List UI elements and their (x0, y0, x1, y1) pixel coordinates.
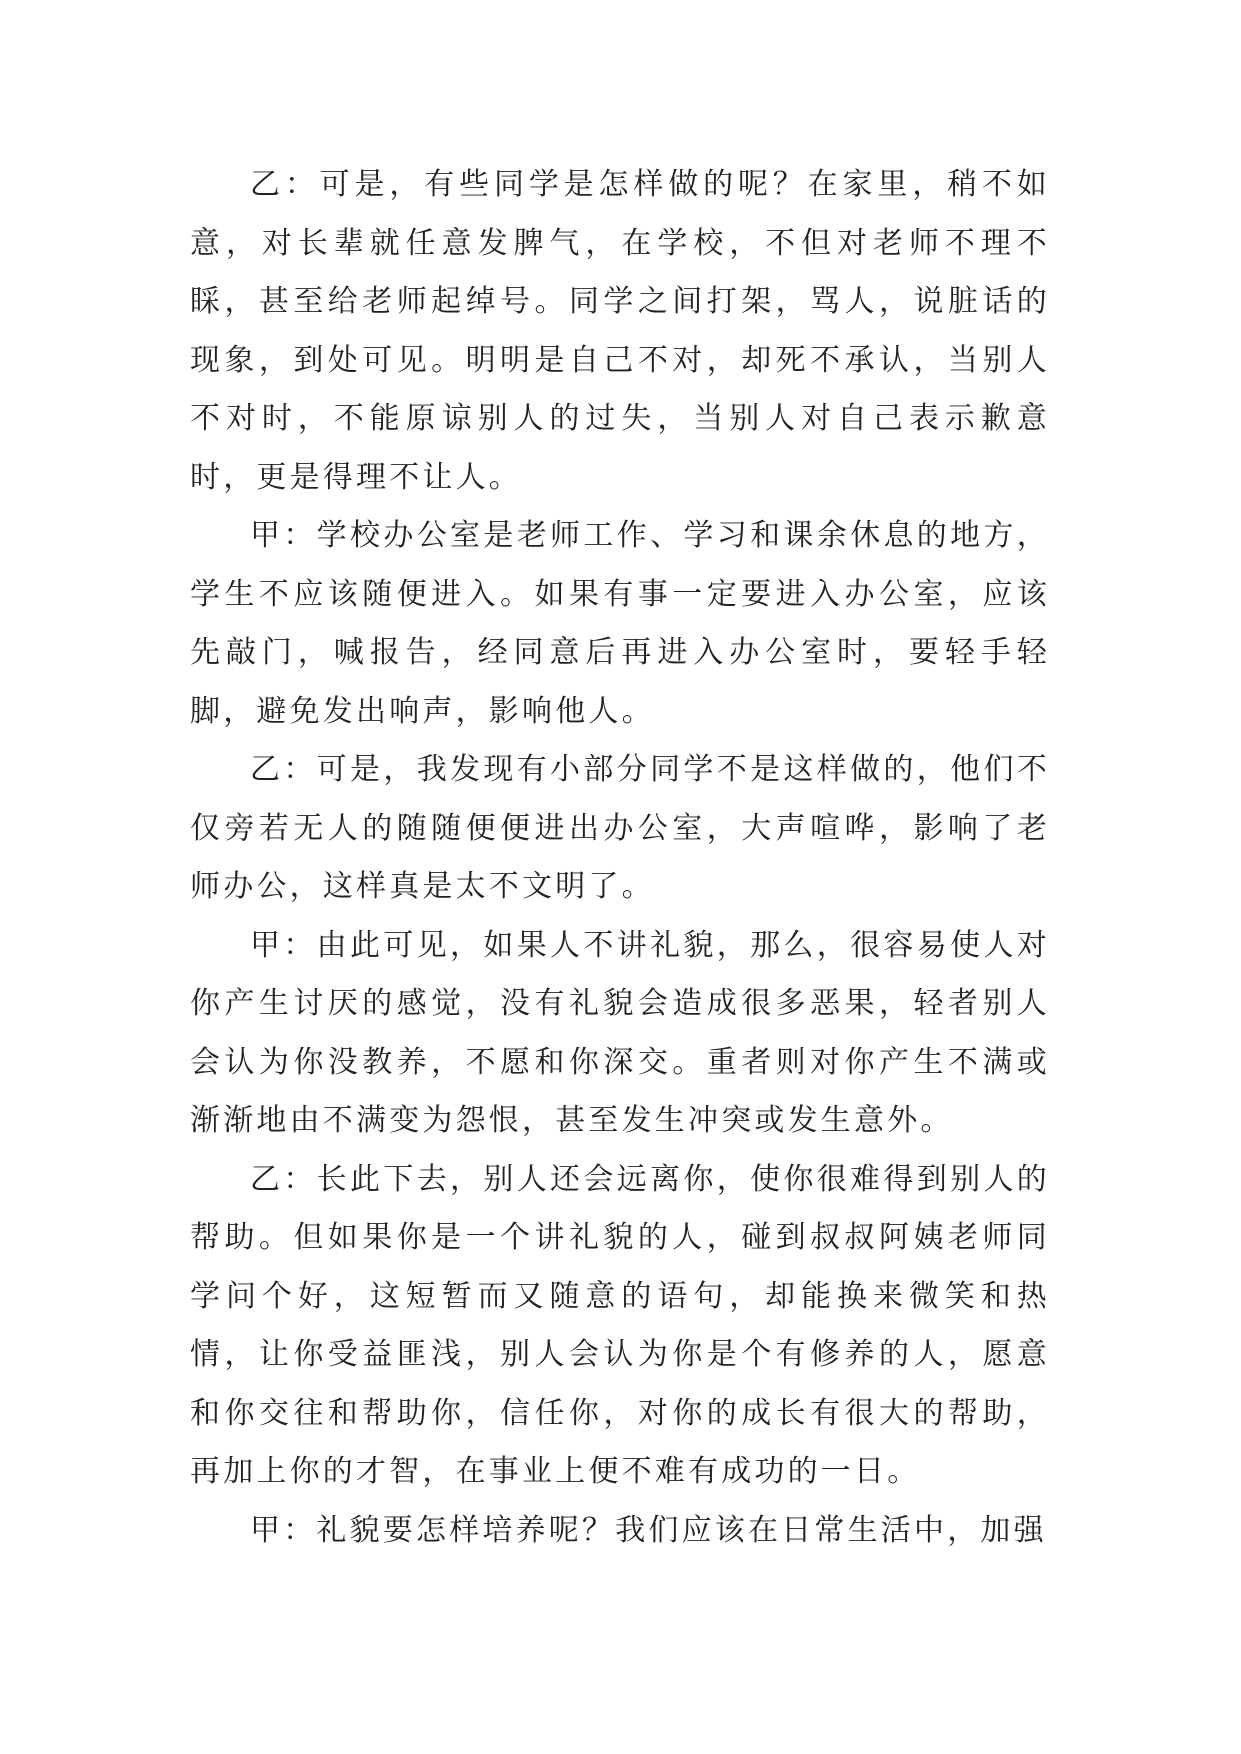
paragraph-6: 甲：礼貌要怎样培养呢？我们应该在日常生活中，加强 (250, 1512, 1047, 1548)
paragraph-5: 乙：长此下去，别人还会远离你，使你很难得到别人的帮助。但如果你是一个讲礼貌的人，碰到叔叔阿姨老师同学问个好，这短暂而又随意的语句，却能换来微笑和热情，让你受益匪浅，别人会认为你是个有修养的人，愿意和你交往和帮助你，信任你，对你的成长有很大的帮助，再加上你的才智，在事业上便不难有成功的一日。 (190, 1161, 1050, 1489)
paragraph-1: 乙：可是，有些同学是怎样做的呢？在家里，稍不如意，对长辈就任意发脾气，在学校，不但对老师不理不睬，甚至给老师起绰号。同学之间打架，骂人，说脏话的现象，到处可见。明明是自己不对，却死不承认，当别人不对时，不能原谅别人的过失，当别人对自己表示歉意时，更是得理不让人。 (190, 167, 1050, 495)
paragraph-2: 甲：学校办公室是老师工作、学习和课余休息的地方，学生不应该随便进入。如果有事一定要进入办公室，应该先敲门，喊报告，经同意后再进入办公室时，要轻手轻脚，避免发出响声，影响他人。 (190, 518, 1050, 729)
paragraph-3: 乙：可是，我发现有小部分同学不是这样做的，他们不仅旁若无人的随随便便进出办公室，大声喧哗，影响了老师办公，这样真是太不文明了。 (190, 752, 1050, 904)
paragraph-4: 甲：由此可见，如果人不讲礼貌，那么，很容易使人对你产生讨厌的感觉，没有礼貌会造成很多恶果，轻者别人会认为你没教养，不愿和你深交。重者则对你产生不满或渐渐地由不满变为怨恨，甚至发生冲突或发生意外。 (190, 927, 1050, 1138)
document-body (190, 156, 1050, 1560)
